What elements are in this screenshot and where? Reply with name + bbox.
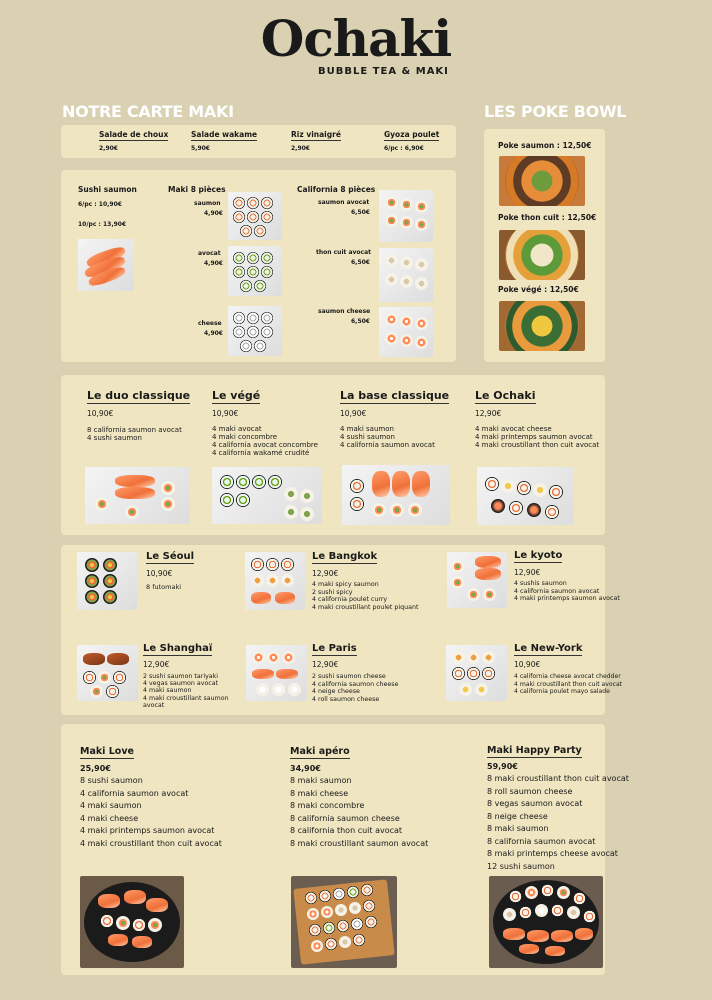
maki8-item-price: 4,90€ [204, 330, 223, 337]
side-name: Salade wakame [191, 130, 258, 139]
california-saumon-cheese-photo [379, 307, 433, 357]
party-line: 4 maki printemps saumon avocat [80, 826, 215, 835]
combo-line: 2 sushi spicy [312, 588, 353, 596]
party-line: 8 maki printemps cheese avocat [487, 849, 618, 858]
combo-line: 4 maki saumon [340, 425, 394, 433]
party-line: 8 neige cheese [487, 811, 548, 821]
combo-line: 8 california saumon avocat [87, 426, 182, 434]
combo-name: Le Séoul [146, 551, 195, 562]
combo-name: Le Bangkok [312, 551, 378, 562]
party-line: 8 california thon cuit avocat [290, 826, 403, 835]
combo-line: 4 maki spicy saumon [312, 581, 379, 588]
combo-line: 4 maki croustillant thon cuit avocat [475, 441, 600, 449]
sushi-saumon-price-6: 6/pc : 10,90€ [78, 201, 122, 208]
party-line: 8 sushi saumon [80, 776, 143, 785]
combo-line: 4 california saumon avocat [340, 441, 435, 449]
combo-desc [212, 425, 318, 457]
party-name: Maki apéro [290, 746, 350, 757]
combo-photo-seoul [77, 552, 137, 610]
party-photo-love [80, 876, 184, 968]
party-photo-apero [291, 876, 397, 968]
combo-price: 12,90€ [514, 568, 541, 577]
party-line: 12 sushi saumon [487, 861, 555, 871]
party-line: 8 maki saumon [487, 824, 549, 833]
combos-panel-2 [61, 545, 623, 715]
logo-tagline: BUBBLE TEA & MAKI [318, 66, 449, 77]
party-panel [61, 724, 629, 975]
combo-price: 12,90€ [143, 660, 170, 669]
maki8-item-name: avocat [198, 250, 221, 257]
combo-name: Le Ochaki [475, 389, 536, 402]
combo-line: 4 maki printemps saumon avocat [475, 433, 593, 441]
side-name: Riz vinaigré [291, 130, 341, 139]
combo-line: 4 maki concombre [212, 433, 278, 441]
party-line: 8 california saumon cheese [290, 813, 400, 823]
combo-name: Le Shanghaï [143, 643, 213, 654]
california8-item-price: 6,50€ [351, 318, 370, 325]
party-price: 59,90€ [487, 762, 518, 771]
combo-photo-kyoto [447, 552, 507, 608]
party-line: 8 maki concombre [290, 801, 365, 810]
california-saumon-avocat-photo [379, 190, 433, 242]
combo-line: 8 futomaki [146, 583, 182, 591]
combo-line: avocat [143, 701, 165, 709]
party-price: 34,90€ [290, 764, 321, 773]
party-line: 8 vegas saumon avocat [487, 799, 583, 808]
combo-line: 4 california poulet curry [312, 596, 388, 603]
poke-saumon-label: Poke saumon : 12,50€ [498, 141, 592, 150]
combo-desc [312, 581, 418, 611]
combo-desc [514, 673, 622, 696]
section-title-maki: NOTRE CARTE MAKI [62, 102, 234, 121]
side-name: Salade de choux [99, 130, 169, 139]
combo-desc [514, 580, 620, 603]
combo-photo-bangkok [245, 552, 305, 610]
party-name: Maki Happy Party [487, 745, 582, 756]
combo-price: 10,90€ [146, 569, 173, 578]
california8-item-price: 6,50€ [351, 259, 370, 266]
maki-avocat-photo [228, 246, 282, 296]
combo-price: 12,90€ [312, 569, 339, 578]
party-line: 8 maki croustillant thon cuit avocat [487, 774, 629, 783]
combo-line: 4 california cheese avocat chedder [514, 673, 621, 680]
poke-thon-label: Poke thon cuit : 12,50€ [498, 213, 597, 222]
combo-desc [340, 425, 435, 449]
maki8-item-price: 4,90€ [204, 260, 223, 267]
party-price: 25,90€ [80, 764, 111, 773]
side-price: 2,90€ [291, 145, 310, 152]
combo-line: 4 maki croustillant poulet piquant [312, 603, 419, 611]
maki8-item-name: cheese [198, 320, 222, 327]
maki-saumon-photo [228, 192, 282, 240]
combo-line: 4 california saumon cheese [312, 680, 399, 688]
combo-line: 4 maki saumon [143, 687, 192, 695]
section-title-poke: LES POKE BOWL [484, 102, 627, 121]
combo-line: 4 maki avocat cheese [475, 425, 552, 433]
combo-line: 4 maki printemps saumon avocat [514, 595, 620, 602]
party-line: 4 maki croustillant thon cuit avocat [80, 838, 222, 848]
combo-line: 4 neige cheese [312, 688, 360, 695]
combo-name: Le Paris [312, 643, 357, 654]
combo-photo-shanghai [77, 645, 138, 701]
combo-price: 10,90€ [87, 409, 114, 418]
party-line: 8 california saumon avocat [487, 836, 596, 846]
maki8-title: Maki 8 pièces [168, 185, 226, 194]
combo-line: 2 sushi saumon cheese [312, 673, 386, 680]
combo-photo-paris [246, 645, 307, 701]
party-line: 4 maki cheese [80, 813, 139, 823]
california8-item-price: 6,50€ [351, 209, 370, 216]
california8-item-name: saumon avocat [318, 199, 370, 206]
sushi-saumon-price-10: 10/pc : 13,90€ [78, 221, 127, 228]
party-line: 4 california saumon avocat [80, 788, 189, 798]
california-thon-cuit-photo [379, 248, 433, 302]
california8-title: California 8 pièces [297, 185, 376, 194]
maki-panel [61, 170, 456, 362]
party-line: 8 maki croustillant saumon avocat [290, 838, 429, 848]
combo-line: 2 sushi saumon tariyaki [143, 673, 219, 680]
poke-panel [484, 129, 605, 362]
party-line: 8 maki cheese [290, 788, 349, 798]
combo-photo-new-york [446, 645, 507, 701]
party-lines [290, 775, 428, 850]
combo-name: Le végé [212, 389, 261, 402]
combo-name: La base classique [340, 389, 450, 402]
combo-desc [146, 583, 181, 591]
combo-photo-duo [85, 467, 190, 524]
maki-cheese-photo [228, 306, 282, 356]
combo-desc [87, 426, 182, 442]
combo-line: 4 california wakamé crudité [212, 449, 310, 457]
combo-price: 12,90€ [475, 409, 502, 418]
combo-line: 4 maki croustillant thon cuit avocat [514, 680, 623, 688]
combo-line: 4 california saumon avocat [514, 587, 600, 595]
combo-line: 4 california avocat concombre [212, 441, 318, 449]
side-price: 6/pc : 6,90€ [384, 145, 424, 152]
party-name: Maki Love [80, 746, 134, 757]
party-line: 8 roll saumon cheese [487, 786, 573, 796]
california8-item-name: saumon cheese [318, 308, 371, 315]
poke-vege-photo [499, 301, 585, 351]
combo-price: 10,90€ [340, 409, 367, 418]
side-price: 5,90€ [191, 145, 210, 152]
california8-item-name: thon cuit avocat [316, 249, 372, 256]
logo-title: Ochaki [260, 9, 452, 68]
party-lines [487, 773, 629, 873]
sushi-saumon-photo [78, 239, 134, 291]
party-line: 4 maki saumon [80, 801, 142, 810]
maki8-item-name: saumon [194, 200, 221, 207]
combo-line: 4 sushi saumon [87, 434, 142, 442]
side-price: 2,90€ [99, 145, 118, 152]
combo-desc [143, 673, 229, 709]
combo-photo-ochaki [477, 467, 574, 525]
sides-panel [61, 125, 456, 158]
combo-line: 4 roll saumon cheese [312, 695, 380, 703]
combo-line: 4 sushis saumon [514, 580, 567, 587]
sushi-saumon-title: Sushi saumon [78, 185, 137, 194]
combo-photo-vege [212, 467, 322, 524]
combo-name: Le duo classique [87, 389, 191, 402]
maki8-item-price: 4,90€ [204, 210, 223, 217]
combo-name: Le New-York [514, 643, 583, 654]
poke-vege-label: Poke végé : 12,50€ [498, 285, 579, 294]
combo-price: 10,90€ [212, 409, 239, 418]
combo-line: 4 california poulet mayo salade [514, 688, 610, 695]
combo-line: 4 maki avocat [212, 425, 262, 433]
party-lines [80, 775, 222, 850]
combo-desc [475, 425, 599, 449]
combo-line: 4 maki croustillant saumon [143, 694, 229, 702]
combo-line: 4 vegas saumon avocat [143, 680, 219, 688]
combo-desc [312, 673, 398, 703]
party-photo-happy [489, 876, 603, 968]
party-line: 8 maki saumon [290, 776, 352, 785]
side-name: Gyoza poulet [384, 130, 440, 139]
combo-price: 12,90€ [312, 660, 339, 669]
poke-saumon-photo [499, 156, 585, 206]
combo-line: 4 sushi saumon [340, 433, 395, 441]
combo-photo-base [342, 465, 450, 525]
poke-thon-photo [499, 230, 585, 280]
combo-name: Le kyoto [514, 550, 563, 561]
combos-panel-1 [61, 375, 605, 535]
combo-price: 10,90€ [514, 660, 541, 669]
